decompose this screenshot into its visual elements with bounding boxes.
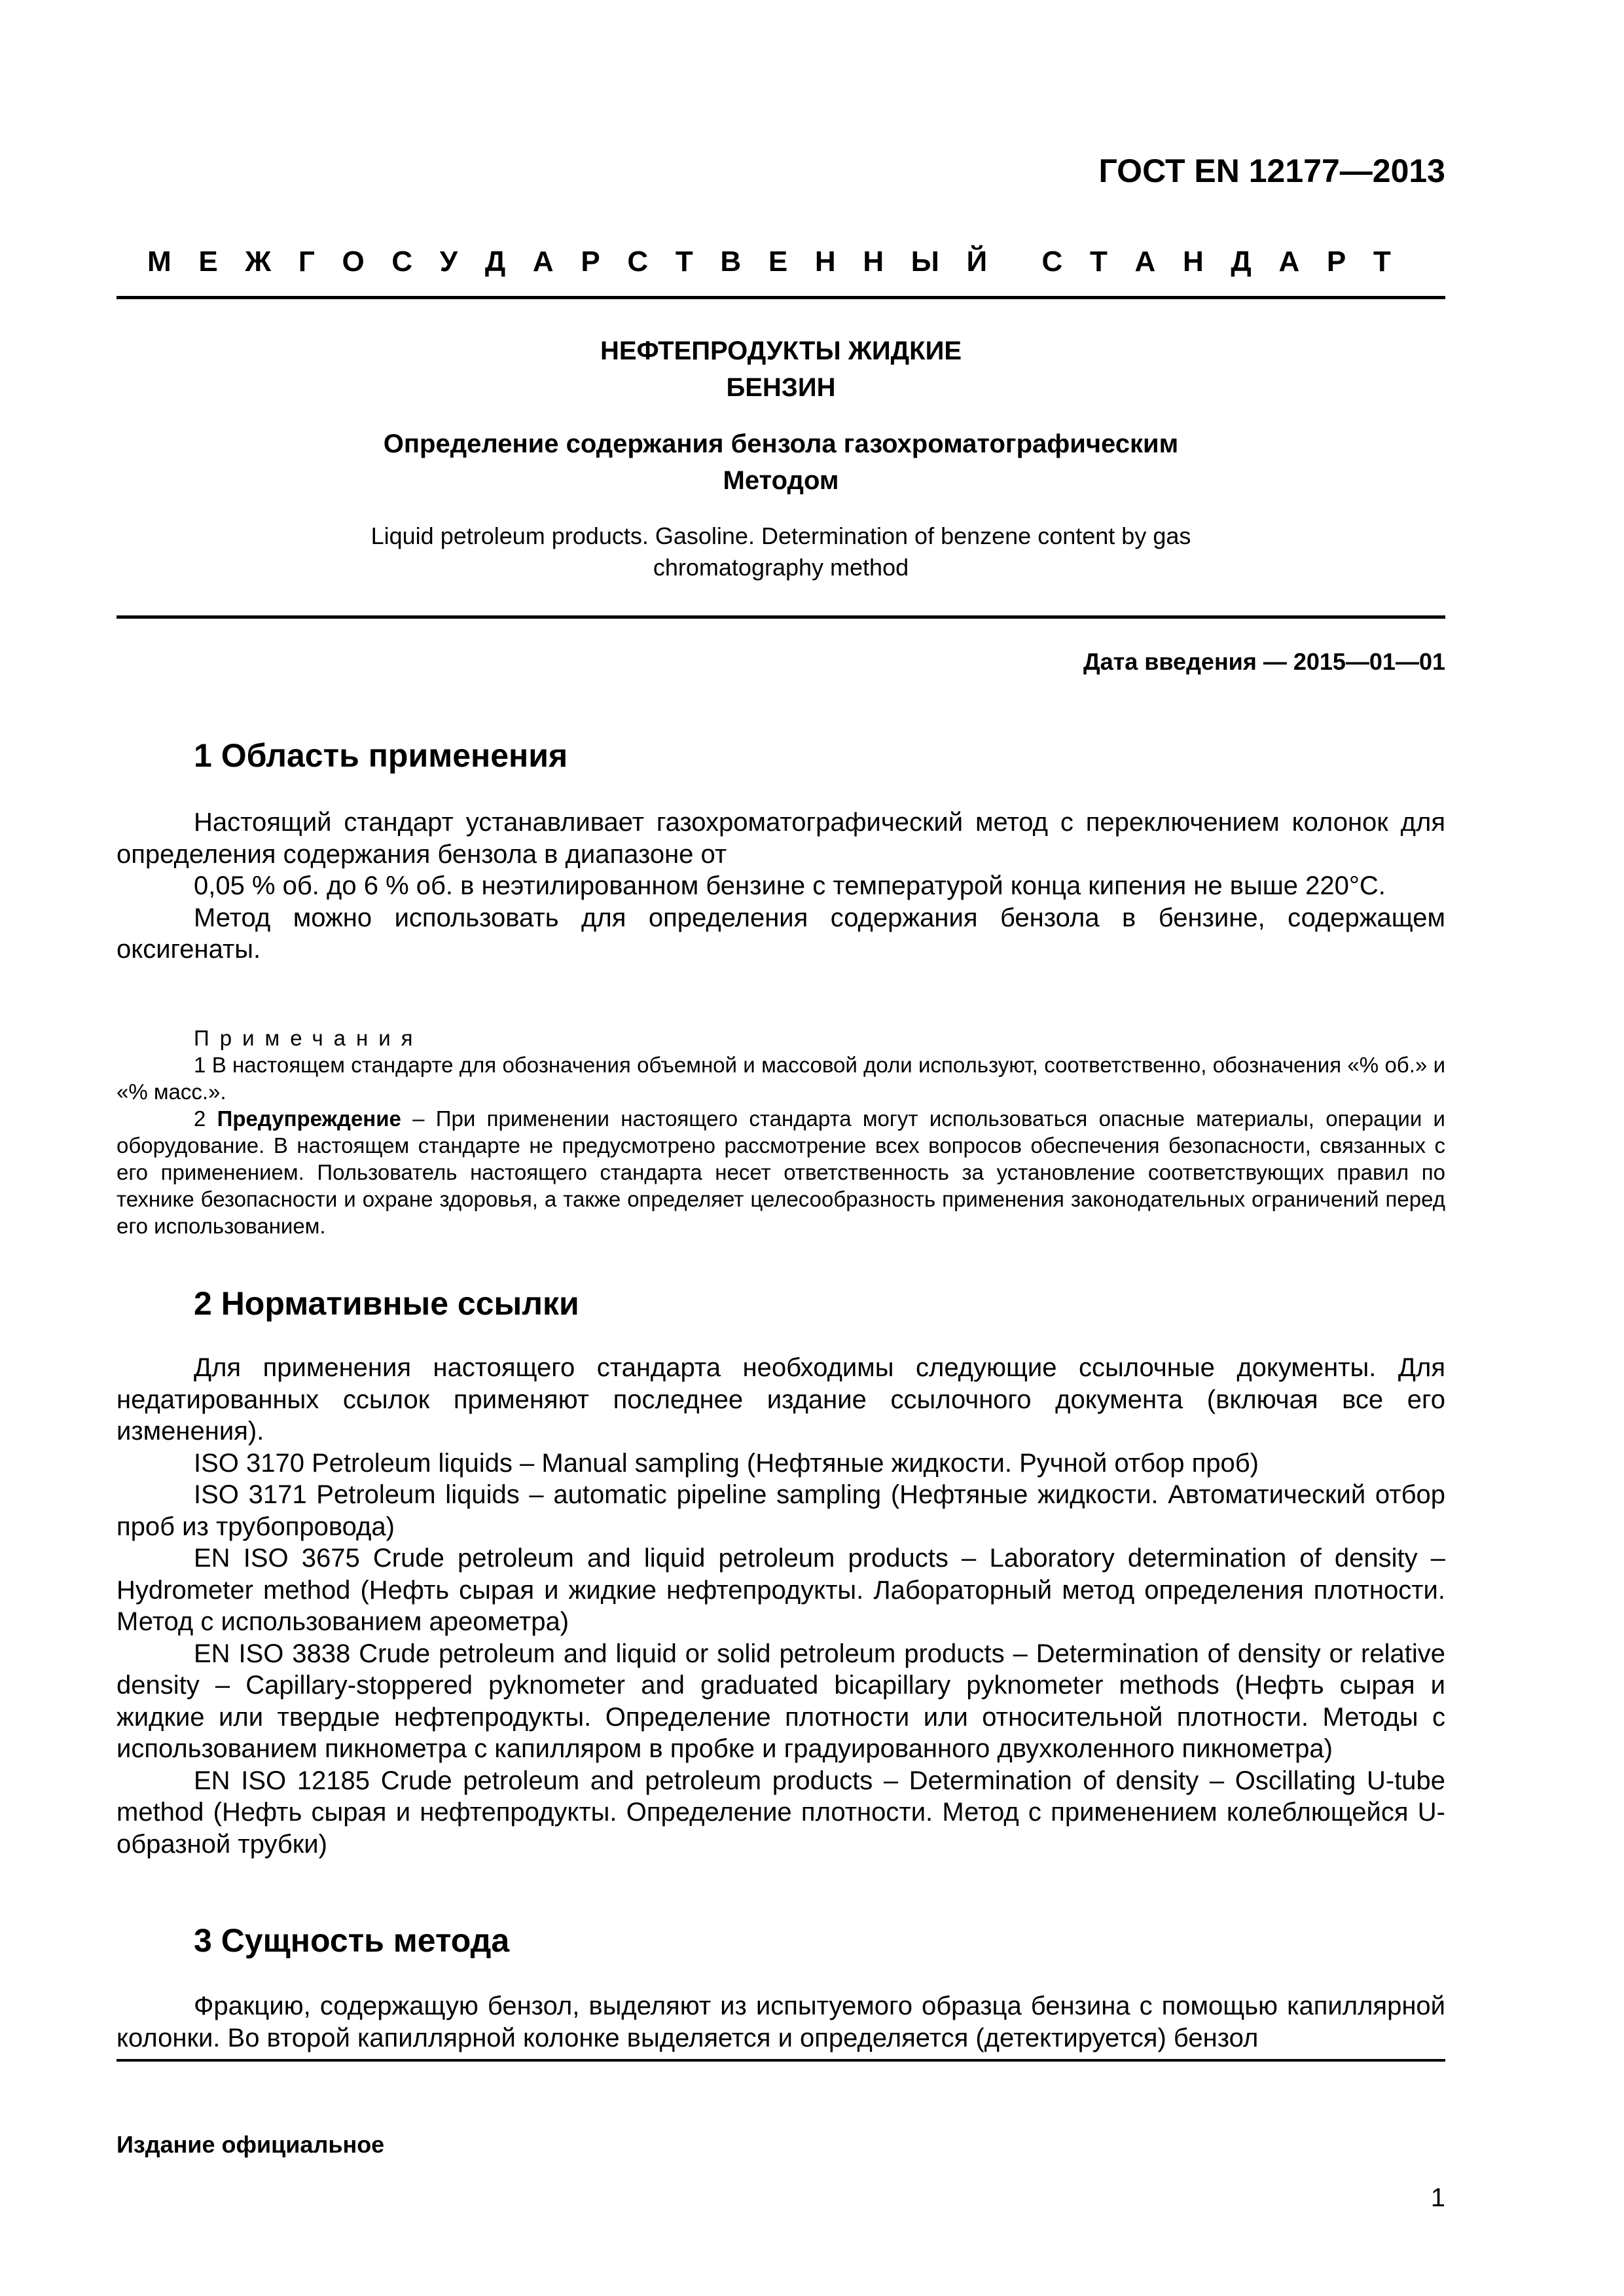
reference-item: EN ISO 3675 Crude petroleum and liquid petroleum products – Laboratory determination of density – Hydrometer method (Нефть сырая и жидкие нефтепродукты. Лабораторный метод определения плотности. Метод с использованием ареометра)	[117, 1544, 1445, 1636]
heading-letter: М	[147, 246, 171, 278]
heading-letter: Т	[675, 246, 693, 278]
note-2-text: – При применении настоящего стандарта могут использоваться опасные материалы, операции и оборудование. В настоящем стандарте не предусмотрено рассмотрение всех вопросов обеспечения безопасности, связанных с его применением. Пользователь настоящего стандарта несет ответственность за установление соответствующих правил по технике безопасности и охране здоровья, а также определяет целесообразность применения законодательных ограничений перед его использованием.	[117, 1106, 1445, 1238]
section-3-body	[117, 1990, 1445, 2054]
heading-letter: Ы	[911, 246, 939, 278]
heading-letter: А	[1278, 246, 1300, 278]
heading-letter: Е	[198, 246, 218, 278]
subtitle-block	[117, 426, 1445, 499]
heading-letter: Н	[1182, 246, 1204, 278]
standard-code: ГОСТ EN 12177—2013	[1098, 153, 1445, 189]
note-1: 1 В настоящем стандарте для обозначения объемной и массовой доли используют, соответственно, обозначения «% об.» и «% масс.».	[117, 1053, 1445, 1104]
introduction-date: Дата введения — 2015—01—01	[1083, 648, 1445, 675]
heading-letter: Н	[814, 246, 836, 278]
heading-letter: Е	[768, 246, 788, 278]
english-title-line-2: chromatography method	[653, 554, 909, 581]
reference-item: EN ISO 3838 Crude petroleum and liquid or solid petroleum products – Determination of density or relative density – Capillary-stoppered pyknometer and graduated bicapillary pyknometer methods (Нефть сырая и жидкие или твердые нефтепродукты. Определение плотности или относительной плотности. Методы с использованием пикнометра с капилляром в пробке и градуированного двухколенного пикнометра)	[117, 1639, 1445, 1763]
interstate-standard-heading	[147, 246, 1391, 278]
section-2-heading: 2 Нормативные ссылки	[194, 1285, 579, 1322]
heading-letter: У	[439, 246, 458, 278]
reference-item: ISO 3171 Petroleum liquids – automatic pipeline sampling (Нефтяные жидкости. Автоматический отбор проб из трубопровода)	[117, 1480, 1445, 1541]
page-number: 1	[1430, 2183, 1445, 2212]
heading-letter: О	[342, 246, 365, 278]
heading-letter: В	[720, 246, 742, 278]
heading-letter: Н	[863, 246, 884, 278]
title-line-2: БЕНЗИН	[726, 373, 836, 402]
section-1-paragraph: 0,05 % об. до 6 % об. в неэтилированном бензине с температурой конца кипения не выше 220°С.	[194, 871, 1386, 900]
reference-item: ISO 3170 Petroleum liquids – Manual sampling (Нефтяные жидкости. Ручной отбор проб)	[194, 1448, 1259, 1478]
header-rule	[117, 296, 1445, 299]
section-3-paragraph: Фракцию, содержащую бензол, выделяют из испытуемого образца бензина с помощью капиллярной колонки. Во второй капиллярной колонке выделяется и определяется (детектируется) бензол	[117, 1992, 1445, 2052]
heading-letter: Р	[1326, 246, 1346, 278]
heading-letter: С	[1041, 246, 1063, 278]
heading-letter: Д	[484, 246, 506, 278]
heading-letter: Р	[581, 246, 600, 278]
note-2-warning-label: Предупреждение	[217, 1106, 401, 1131]
official-edition-label: Издание официальное	[117, 2131, 385, 2158]
section-1-body	[117, 807, 1445, 966]
title-rule	[117, 615, 1445, 619]
heading-letter: С	[627, 246, 649, 278]
footer-rule	[117, 2059, 1445, 2062]
english-title-line-1: Liquid petroleum products. Gasoline. Determination of benzene content by gas	[370, 522, 1191, 549]
english-title-block	[117, 520, 1445, 583]
heading-letter: А	[1134, 246, 1156, 278]
section-3-heading: 3 Сущность метода	[194, 1922, 510, 1959]
subtitle-line-2: Методом	[723, 466, 839, 495]
note-2	[117, 1105, 1445, 1239]
heading-letter: Д	[1231, 246, 1252, 278]
notes-label: Примечания	[194, 1026, 424, 1050]
section-1-paragraph: Метод можно использовать для определения содержания бензола в бензине, содержащем оксигенаты.	[117, 903, 1445, 964]
heading-letter: Й	[966, 246, 988, 278]
heading-letter: Т	[1373, 246, 1391, 278]
heading-letter: Т	[1089, 246, 1108, 278]
note-2-number: 2	[194, 1106, 217, 1131]
title-block	[117, 333, 1445, 406]
title-line-1: НЕФТЕПРОДУКТЫ ЖИДКИЕ	[600, 337, 962, 365]
heading-letter: А	[532, 246, 554, 278]
heading-letter: Г	[298, 246, 315, 278]
reference-item: EN ISO 12185 Crude petroleum and petroleum products – Determination of density – Oscillating U-tube method (Нефть сырая и нефтепродукты. Определение плотности. Метод с применением колеблющейся U-образной трубки)	[117, 1766, 1445, 1859]
section-1-heading: 1 Область применения	[194, 737, 568, 774]
notes-block	[117, 1025, 1445, 1239]
section-1-paragraph: Настоящий стандарт устанавливает газохроматографический метод с переключением колонок для определения содержания бензола в диапазоне от	[117, 808, 1445, 869]
heading-letter: С	[391, 246, 413, 278]
section-2-body	[117, 1352, 1445, 1860]
section-2-intro: Для применения настоящего стандарта необходимы следующие ссылочные документы. Для недатированных ссылок применяют последнее издание ссылочного документа (включая все его изменения).	[117, 1353, 1445, 1446]
heading-letter: Ж	[245, 246, 272, 278]
subtitle-line-1: Определение содержания бензола газохроматографическим	[383, 429, 1179, 458]
